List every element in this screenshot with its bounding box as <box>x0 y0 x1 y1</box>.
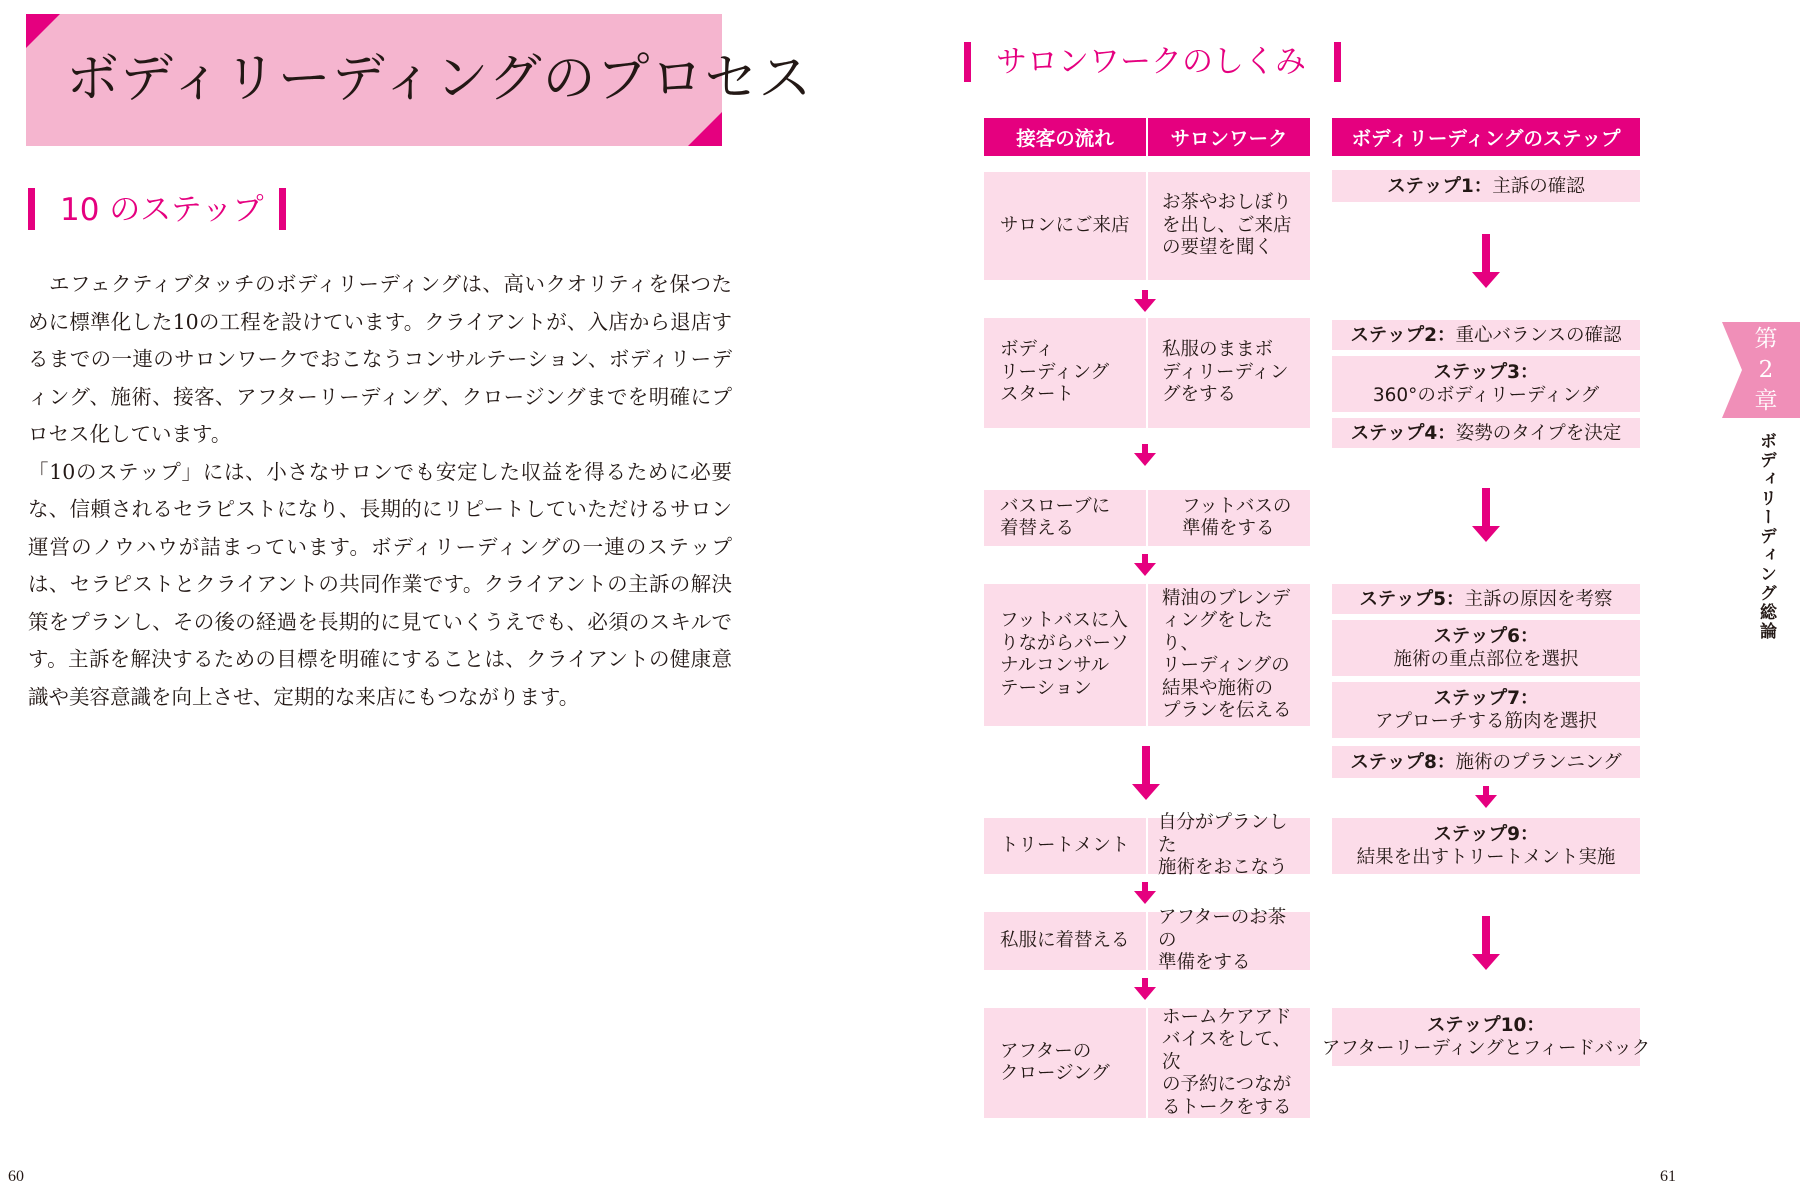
step-label: ステップ3 <box>1433 362 1520 383</box>
flow-cell-1: サロンにご来店 <box>984 172 1146 280</box>
step-text: 姿勢のタイプを決定 <box>1455 422 1622 444</box>
body-text <box>28 266 732 716</box>
step-label: ステップ7 <box>1433 688 1520 709</box>
step-text: 重心バランスの確認 <box>1455 324 1622 346</box>
header-flow: 接客の流れ <box>984 118 1146 156</box>
flow-cell-5: トリートメント <box>984 818 1146 874</box>
step-box-10: ステップ10： アフターリーディングとフィードバック <box>1332 1008 1640 1066</box>
work-cell-2: 私服のままボ ディリーディン グをする <box>1148 318 1310 428</box>
step-label: ステップ2 <box>1350 324 1438 346</box>
flow-cell-3: バスローブに 着替える <box>984 490 1146 546</box>
step-box-5: ステップ5 ： 主訴の原因を考察 <box>1332 584 1640 614</box>
title-banner <box>26 14 813 146</box>
page-number-right: 61 <box>1660 1168 1676 1185</box>
step-text: 360°のボディリーディング <box>1372 385 1600 406</box>
down-arrow-icon <box>1472 916 1500 970</box>
body-paragraph-2: 「10のステップ」には、小さなサロンでも安定した収益を得るために必要な、信頼されるセラピストになり、長期的にリピートしていただけるサロン運営のノウハウが詰まっています。ボディリーディングの一連のステップは、セラピストとクライアントの共同作業です。クライアントの主訴の解決策をプランし、その後の経過を長期的に見ていくうえでも、必須のスキルです。主訴を解決するための目標を明確にすることは、クライアントの健康意識や美容意識を向上させ、定期的な来店にもつながります。 <box>28 459 732 709</box>
step-box-4: ステップ4 ： 姿勢のタイプを決定 <box>1332 418 1640 448</box>
step-text: アプローチする筋肉を選択 <box>1374 711 1597 732</box>
down-arrow-icon <box>1132 746 1160 800</box>
step-box-3: ステップ3： 360°のボディリーディング <box>1332 356 1640 412</box>
step-text: 施術の重点部位を選択 <box>1393 649 1579 670</box>
step-label: ステップ4 <box>1350 422 1438 444</box>
banner-fold-top-left <box>26 14 60 48</box>
step-label: ステップ1 <box>1387 175 1474 197</box>
down-arrow-icon <box>1472 234 1500 288</box>
down-arrow-icon <box>1134 978 1156 1000</box>
work-cell-1: お茶やおしぼり を出し、ご来店 の要望を聞く <box>1148 172 1310 280</box>
header-steps: ボディリーディングのステップ <box>1332 118 1640 156</box>
step-label: ステップ10 <box>1427 1015 1527 1036</box>
down-arrow-icon <box>1134 444 1156 466</box>
flow-cell-7: アフターの クロージング <box>984 1008 1146 1118</box>
step-text: 結果を出すトリートメント実施 <box>1356 847 1616 868</box>
step-label: ステップ5 <box>1359 588 1446 610</box>
step-box-1: ステップ1 ： 主訴の確認 <box>1332 170 1640 202</box>
work-cell-6: アフターのお茶の 準備をする <box>1148 912 1310 970</box>
down-arrow-icon <box>1472 488 1500 542</box>
body-paragraph-1: エフェクティブタッチのボディリーディングは、高いクオリティを保つために標準化した10の工程を設けています。クライアントが、入店から退店するまでの一連のサロンワークでおこなうコンサルテーション、ボディリーディング、施術、接客、アフターリーディング、クロージングまでを明確にプロセス化しています。 <box>28 272 732 446</box>
step-box-9: ステップ9： 結果を出すトリートメント実施 <box>1332 818 1640 874</box>
flow-cell-2: ボディ リーディング スタート <box>984 318 1146 428</box>
right-heading-bar-right <box>1334 42 1341 82</box>
section-heading: 10 のステップ <box>60 192 264 228</box>
step-box-8: ステップ8 ： 施術のプランニング <box>1332 746 1640 778</box>
down-arrow-icon <box>1134 290 1156 312</box>
step-label: ステップ6 <box>1433 626 1520 647</box>
work-cell-5: 自分がプランした 施術をおこなう <box>1148 818 1310 874</box>
work-cell-7: ホームケアアド バイスをして、次 の予約につなが るトークをする <box>1148 1008 1310 1118</box>
step-box-6: ステップ6： 施術の重点部位を選択 <box>1332 620 1640 676</box>
step-text: 施術のプランニング <box>1455 751 1622 773</box>
header-salon-work: サロンワーク <box>1148 118 1310 156</box>
step-text: アフターリーディングとフィードバック <box>1321 1038 1651 1059</box>
work-cell-3: フットバスの 準備をする <box>1148 490 1310 546</box>
page-number-left: 60 <box>8 1168 24 1185</box>
down-arrow-icon <box>1134 554 1156 576</box>
chapter-tab-label: 第 2 章 <box>1754 326 1778 414</box>
flow-cell-4: フットバスに入 りながらパーソ ナルコンサル テーション <box>984 584 1146 726</box>
step-text: 主訴の原因を考察 <box>1464 588 1613 610</box>
right-heading: サロンワークのしくみ <box>996 44 1306 80</box>
step-label: ステップ8 <box>1350 751 1437 773</box>
page-title: ボディリーディングのプロセス <box>66 48 813 109</box>
chapter-title: ボディリーディング総論 <box>1756 432 1776 641</box>
section-bar-left <box>28 188 35 230</box>
work-cell-4: 精油のブレンデ ィングをしたり、 リーディングの 結果や施術の プランを伝える <box>1148 584 1310 726</box>
down-arrow-icon <box>1134 882 1156 904</box>
step-box-7: ステップ7： アプローチする筋肉を選択 <box>1332 682 1640 738</box>
down-arrow-icon <box>1475 786 1497 808</box>
step-text: 主訴の確認 <box>1492 175 1585 197</box>
step-box-2: ステップ2 ： 重心バランスの確認 <box>1332 320 1640 350</box>
step-label: ステップ9 <box>1433 824 1520 845</box>
flow-cell-6: 私服に着替える <box>984 912 1146 970</box>
right-heading-bar-left <box>964 42 971 82</box>
section-bar-right <box>279 188 286 230</box>
